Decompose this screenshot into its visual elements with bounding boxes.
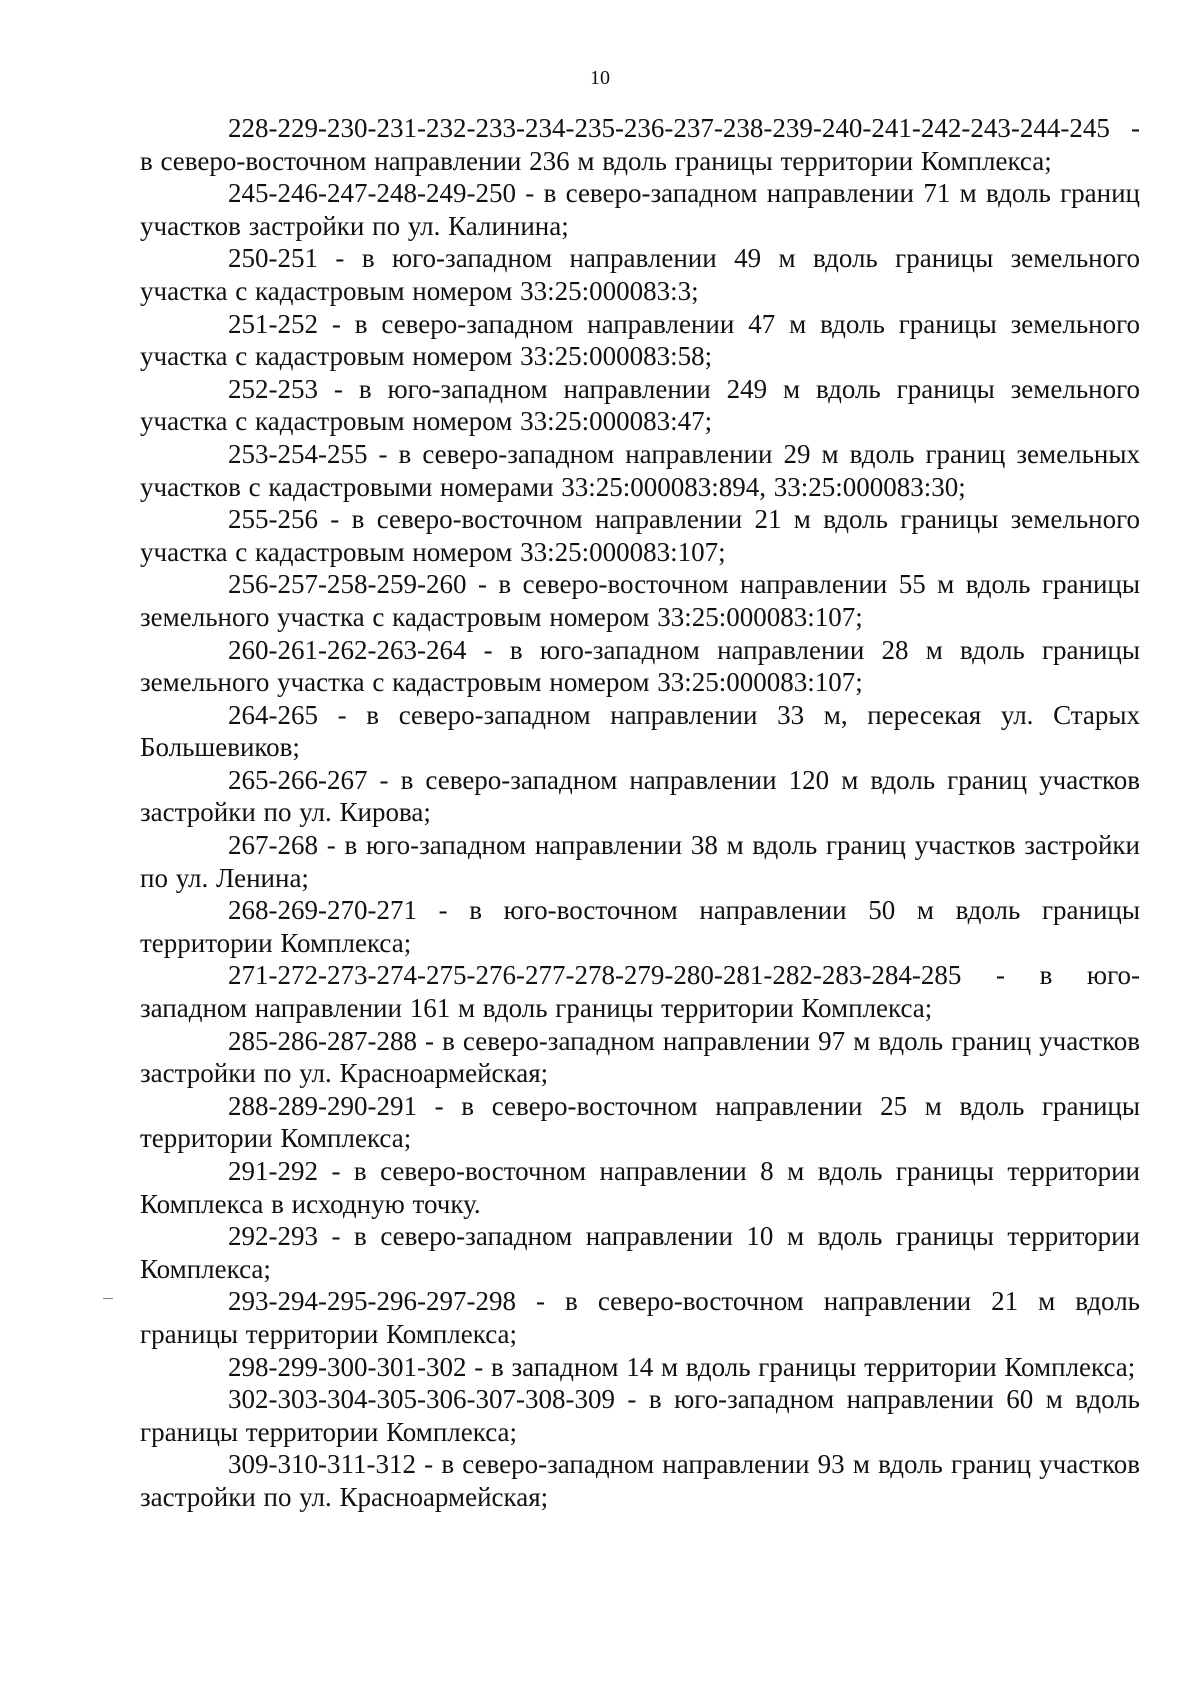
boundary-segment-paragraph: 271-272-273-274-275-276-277-278-279-280-281-282-283-284-285 - в юго-западном направлении 161 м вдоль границы территории Комплекса; xyxy=(140,960,1140,1024)
boundary-segment-paragraph: 260-261-262-263-264 - в юго-западном направлении 28 м вдоль границы земельного участка с кадастровым номером 33:25:000083:107; xyxy=(140,634,1140,698)
page-number: 10 xyxy=(590,67,610,89)
boundary-segment-paragraph: 267-268 - в юго-западном направлении 38 м вдоль границ участков застройки по ул. Ленина; xyxy=(140,830,1140,893)
margin-mark xyxy=(103,1298,113,1299)
boundary-segment-paragraph: 253-254-255 - в северо-западном направлении 29 м вдоль границ земельных участков с кадастровыми номерами 33:25:000083:894, 33:25:000083:30; xyxy=(140,438,1140,502)
boundary-segment-paragraph: 288-289-290-291 - в северо-восточном направлении 25 м вдоль границы территории Комплекса; xyxy=(140,1090,1140,1154)
document-body xyxy=(140,112,1140,1514)
boundary-segment-paragraph: 293-294-295-296-297-298 - в северо-восточном направлении 21 м вдоль границы территории Комплекса; xyxy=(140,1286,1140,1349)
boundary-segment-paragraph: 228-229-230-231-232-233-234-235-236-237-238-239-240-241-242-243-244-245 - в северо-восточном направлении 236 м вдоль границы территории Комплекса; xyxy=(140,113,1140,176)
boundary-segment-paragraph: 298-299-300-301-302 - в западном 14 м вдоль границы территории Комплекса; xyxy=(228,1351,1136,1382)
boundary-segment-paragraph: 264-265 - в северо-западном направлении 33 м, пересекая ул. Старых Большевиков; xyxy=(140,699,1140,763)
boundary-segment-paragraph: 302-303-304-305-306-307-308-309 - в юго-западном направлении 60 м вдоль границы территории Комплекса; xyxy=(140,1384,1140,1447)
boundary-segment-paragraph: 251-252 - в северо-западном направлении 47 м вдоль границы земельного участка с кадастровым номером 33:25:000083:58; xyxy=(140,308,1140,372)
boundary-segment-paragraph: 268-269-270-271 - в юго-восточном направлении 50 м вдоль границы территории Комплекса; xyxy=(140,895,1140,958)
boundary-segment-paragraph: 291-292 - в северо-восточном направлении 8 м вдоль границы территории Комплекса в исходную точку. xyxy=(140,1156,1140,1219)
boundary-segment-paragraph: 245-246-247-248-249-250 - в северо-западном направлении 71 м вдоль границ участков застройки по ул. Калинина; xyxy=(140,178,1140,241)
boundary-segment-paragraph: 252-253 - в юго-западном направлении 249 м вдоль границы земельного участка с кадастровым номером 33:25:000083:47; xyxy=(140,373,1140,437)
boundary-segment-paragraph: 309-310-311-312 - в северо-западном направлении 93 м вдоль границ участков застройки по ул. Красноармейская; xyxy=(140,1449,1140,1512)
boundary-segment-paragraph: 285-286-287-288 - в северо-западном направлении 97 м вдоль границ участков застройки по ул. Красноармейская; xyxy=(140,1025,1140,1089)
boundary-segment-paragraph: 255-256 - в северо-восточном направлении 21 м вдоль границы земельного участка с кадастровым номером 33:25:000083:107; xyxy=(140,504,1140,567)
boundary-segment-paragraph: 256-257-258-259-260 - в северо-восточном направлении 55 м вдоль границы земельного участка с кадастровым номером 33:25:000083:107; xyxy=(140,569,1140,632)
boundary-segment-paragraph: 265-266-267 - в северо-западном направлении 120 м вдоль границ участков застройки по ул. Кирова; xyxy=(140,764,1140,828)
boundary-segment-paragraph: 292-293 - в северо-западном направлении 10 м вдоль границы территории Комплекса; xyxy=(140,1221,1140,1284)
boundary-segment-paragraph: 250-251 - в юго-западном направлении 49 м вдоль границы земельного участка с кадастровым номером 33:25:000083:3; xyxy=(140,243,1140,306)
